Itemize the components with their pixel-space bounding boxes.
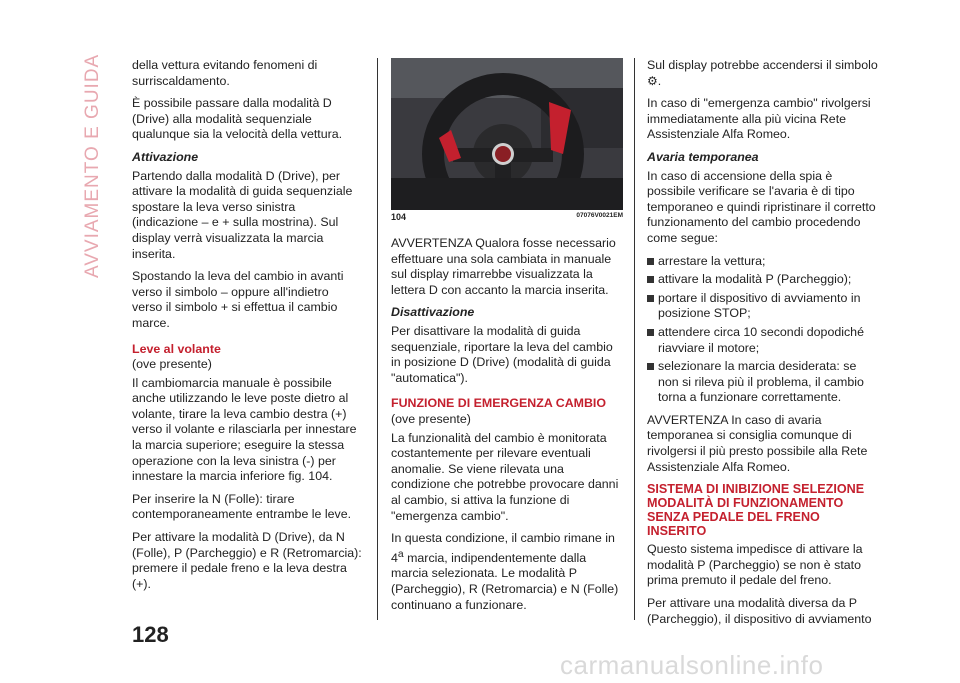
bullet-square-icon	[647, 329, 654, 336]
paragraph: (ove presente)	[391, 411, 471, 426]
paragraph: In questa condizione, il cambio rimane in 4$^a$ marcia, indipendentemente dalla marcia selezionata. Le modalità P (Parcheggio), R (Retromarcia) e N (Folle) continuano a funzionare.	[391, 531, 619, 612]
paragraph: Per attivare la modalità D (Drive), da N (Folle), P (Parcheggio) e R (Retromarcia): premere il pedale freno e la leva destra (+).	[132, 530, 362, 591]
paragraph: Il cambiomarcia manuale è possibile anche utilizzando le leve poste dietro al volante, tirare la leva cambio destra (+) verso il volante e rilasciarla per innestare la marcia superiore; eseguire la stessa operazione con la leva sinistra (-) per innestare la marcia inferiore fig. 104.	[132, 375, 357, 484]
list-item: portare il dispositivo di avviamento in posizione STOP;	[647, 291, 879, 322]
paragraph: Per attivare una modalità diversa da P (Parcheggio), il dispositivo di avviamento	[647, 596, 872, 626]
paragraph: della vettura evitando fenomeni di surriscaldamento.	[132, 58, 318, 88]
paragraph: Partendo dalla modalità D (Drive), per attivare la modalità di guida sequenziale spostare la leva verso sinistra (indicazione – e + sulla mostrina). Sul display verrà visualizzata la marcia inserita.	[132, 168, 353, 261]
heading-sistema-inibizione: SISTEMA DI INIBIZIONE SELEZIONE MODALITÀ DI FUNZIONAMENTO SENZA PEDALE DEL FRENO INSERITO	[647, 482, 865, 539]
paragraph: AVVERTENZA In caso di avaria temporanea si consiglia comunque di rivolgersi il più presto possibile alla Rete Assistenziale Alfa Romeo.	[647, 412, 868, 474]
paragraph: Sul display potrebbe accendersi il simbolo ⚙.	[647, 58, 878, 88]
heading-funzione-emergenza: FUNZIONE DI EMERGENZA CAMBIO	[391, 396, 606, 411]
column-divider	[634, 58, 635, 620]
subheading-avaria: Avaria temporanea	[647, 149, 759, 164]
heading-leve-al-volante: Leve al volante	[132, 341, 221, 356]
subheading-attivazione: Attivazione	[132, 149, 199, 164]
bullet-square-icon	[647, 295, 654, 302]
column-divider	[377, 58, 378, 620]
paragraph: È possibile passare dalla modalità D (Drive) alla modalità sequenziale qualunque sia la velocità della vettura.	[132, 96, 343, 142]
page-number: 128	[132, 622, 169, 647]
list-item: selezionare la marcia desiderata: se non si rileva più il problema, il cambio torna a funzionare correttamente.	[647, 359, 879, 406]
list-item: attendere circa 10 secondi dopodiché riavviare il motore;	[647, 325, 879, 356]
paragraph: Spostando la leva del cambio in avanti verso il simbolo – oppure all'indietro verso il simbolo + si effettua il cambio marce.	[132, 269, 344, 330]
list-item: arrestare la vettura;	[647, 254, 879, 270]
figure-number: 104	[391, 212, 407, 222]
subheading-disattivazione: Disattivazione	[391, 305, 475, 320]
bullet-square-icon	[647, 363, 654, 370]
watermark: carmanualsonline.info	[560, 650, 824, 680]
section-side-title: AVVIAMENTO E GUIDA	[82, 53, 103, 278]
paragraph: In caso di accensione della spia è possibile verificare se l'avaria è di tipo temporaneo e quindi ripristinare il corretto funzionamento del cambio procedendo come segue:	[647, 168, 876, 245]
paragraph: Per disattivare la modalità di guida sequenziale, riportare la leva del cambio in posizione D (Drive) (modalità di guida "automatica").	[391, 323, 613, 385]
paragraph: Questo sistema impedisce di attivare la modalità P (Parcheggio) se non è stato prima premuto il pedale del freno.	[647, 542, 863, 588]
paragraph: In caso di "emergenza cambio" rivolgersi immediatamente alla più vicina Rete Assistenziale Alfa Romeo.	[647, 96, 871, 142]
text-column-1	[132, 58, 362, 599]
text-column-2	[391, 236, 623, 620]
paragraph: La funzionalità del cambio è monitorata costantemente per rilevare eventuali anomalie. Se viene rilevata una condizione che potrebbe provocare danni al cambio, si attiva la funzione di "emergenza cambio".	[391, 430, 619, 523]
paragraph: AVVERTENZA Qualora fosse necessario effettuare una sola cambiata in manuale sul display rimarrebbe visualizzata la lettera D con accanto la marcia inserita.	[391, 236, 616, 297]
figure-caption	[391, 212, 623, 222]
paragraph: Per inserire la N (Folle): tirare contemporaneamente entrambe le leve.	[132, 491, 352, 522]
figure-code: 07076V0021EM	[576, 212, 623, 219]
bullet-square-icon	[647, 276, 654, 283]
steering-wheel-illustration	[391, 58, 623, 210]
list-item: attivare la modalità P (Parcheggio);	[647, 272, 879, 288]
gear-warning-icon: ⚙	[647, 73, 658, 88]
paragraph: (ove presente)	[132, 357, 212, 372]
figure-104-steering-wheel-paddles	[391, 58, 623, 210]
text-column-3	[647, 58, 879, 634]
bullet-square-icon	[647, 258, 654, 265]
